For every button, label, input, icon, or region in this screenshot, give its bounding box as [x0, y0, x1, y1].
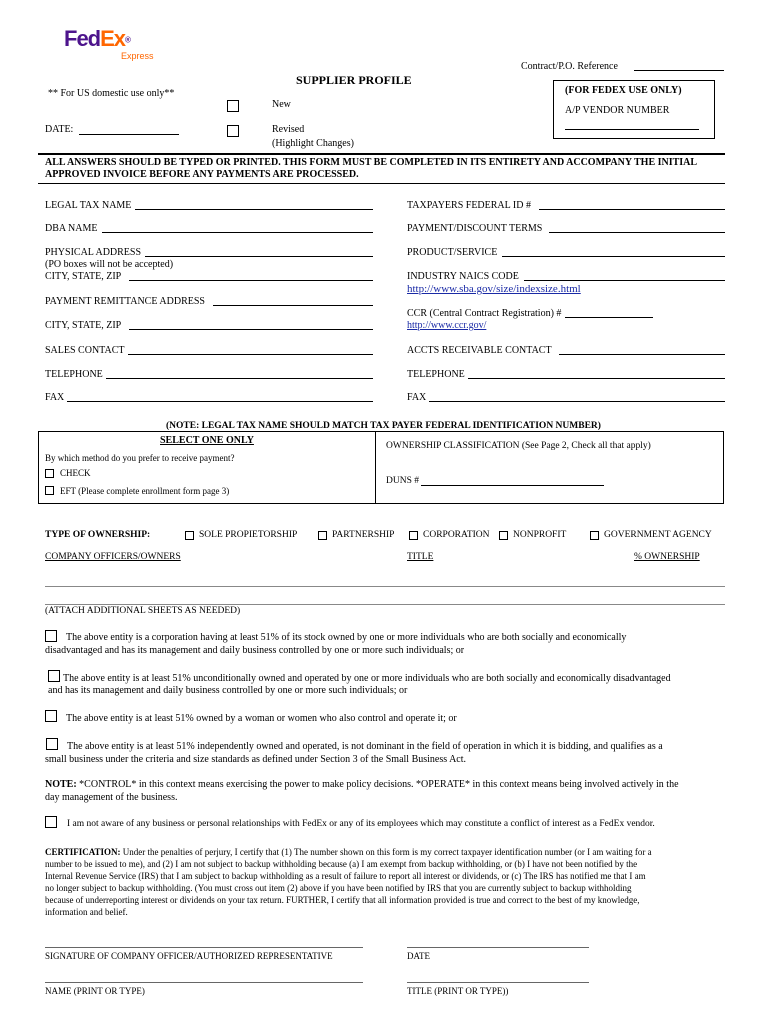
corporation-label: CORPORATION	[423, 530, 490, 540]
accts-receivable-label: ACCTS RECEIVABLE CONTACT	[407, 345, 552, 356]
statement-4-line-1: The above entity is at least 51% independently owned and operated, is not dominant in the field of operation in which it is bidding, and qualifies as a	[67, 741, 663, 752]
fax-label: FAX	[45, 392, 65, 403]
dba-name-label: DBA NAME	[45, 223, 98, 234]
officers-row-1[interactable]	[45, 586, 725, 587]
sole-proprietorship-label: SOLE PROPIETORSHIP	[199, 530, 298, 540]
dba-name-field[interactable]	[102, 232, 373, 233]
instructions-notice: ALL ANSWERS SHOULD BE TYPED OR PRINTED. THIS FORM MUST BE COMPLETED IN ITS ENTIRETY AND ACCOMPANY THE INITIAL APPROVED INVOICE BEFORE ANY PAYMENTS ARE PROCESSED.	[45, 157, 697, 180]
telephone-field[interactable]	[106, 378, 373, 379]
check-label: CHECK	[60, 468, 91, 478]
statement-3-checkbox[interactable]	[45, 710, 57, 722]
certification-label: CERTIFICATION:	[45, 847, 121, 857]
name-field[interactable]	[45, 982, 363, 983]
payment-method-question: By which method do you prefer to receive payment?	[45, 453, 235, 463]
sales-contact-field[interactable]	[128, 354, 373, 355]
partnership-checkbox[interactable]	[318, 531, 327, 540]
notice-divider	[38, 183, 725, 184]
statement-1-line-1: The above entity is a corporation having at least 51% of its stock owned by one or more individuals who are both socially and economically	[66, 632, 627, 643]
ccr-field[interactable]	[565, 317, 653, 318]
control-note-line-1	[45, 779, 679, 790]
fax-field[interactable]	[67, 401, 373, 402]
statement-1-line-2: disadvantaged and has its management and daily business controlled by one or more such individuals; or	[45, 645, 465, 656]
certification-line-3: Internal Revenue Service (IRS) that I am subject to backup withholding as a result of failure to report all interest or dividends, or (c) The IRS has notified me that I am	[45, 871, 646, 881]
statement-4-line-2: small business under the criteria and size standards as defined under Section 3 of the Small Business Act.	[45, 754, 467, 765]
right-fax-field[interactable]	[429, 401, 725, 402]
statement-4-checkbox[interactable]	[46, 738, 58, 750]
naics-link[interactable]: http://www.sba.gov/size/indexsize.html	[407, 283, 581, 295]
new-checkbox[interactable]	[227, 100, 239, 112]
certification-line-6: information and belief.	[45, 907, 128, 917]
company-officers-header: COMPANY OFFICERS/OWNERS	[45, 552, 181, 562]
statement-3-text: The above entity is at least 51% owned by a woman or women who also control and operate it; or	[66, 713, 457, 724]
physical-address-field[interactable]	[145, 256, 373, 257]
ownership-percent-header: % OWNERSHIP	[634, 552, 700, 562]
logo-ex: Ex	[100, 26, 126, 51]
right-telephone-label: TELEPHONE	[407, 369, 465, 380]
partnership-label: PARTNERSHIP	[332, 530, 395, 540]
payment-terms-field[interactable]	[549, 232, 725, 233]
sales-contact-label: SALES CONTACT	[45, 345, 125, 356]
title-label: TITLE (PRINT OR TYPE))	[407, 986, 509, 996]
contract-reference-field[interactable]	[634, 70, 724, 71]
conflict-checkbox[interactable]	[45, 816, 57, 828]
select-one-only: SELECT ONE ONLY	[160, 435, 254, 446]
vendor-number-label: A/P VENDOR NUMBER	[565, 105, 670, 116]
name-label: NAME (PRINT OR TYPE)	[45, 986, 145, 996]
logo-fed: Fed	[64, 26, 101, 51]
contract-reference-label: Contract/P.O. Reference	[521, 61, 618, 72]
right-fax-label: FAX	[407, 392, 427, 403]
nonprofit-checkbox[interactable]	[499, 531, 508, 540]
product-service-label: PRODUCT/SERVICE	[407, 247, 498, 258]
certification-text-1: Under the penalties of perjury, I certify that (1) The number shown on this form is my correct taxpayer identification number (or I am waiting for a	[120, 847, 652, 857]
fedex-use-box	[553, 80, 715, 139]
signature-label: SIGNATURE OF COMPANY OFFICER/AUTHORIZED REPRESENTATIVE	[45, 951, 333, 961]
attach-sheets-note: (ATTACH ADDITIONAL SHEETS AS NEEDED)	[45, 606, 241, 616]
title-field[interactable]	[407, 982, 589, 983]
payment-remittance-label: PAYMENT REMITTANCE ADDRESS	[45, 296, 205, 307]
nonprofit-label: NONPROFIT	[513, 530, 567, 540]
signature-date-label: DATE	[407, 951, 430, 961]
legal-tax-name-note: (NOTE: LEGAL TAX NAME SHOULD MATCH TAX PAYER FEDERAL IDENTIFICATION NUMBER)	[166, 421, 601, 431]
legal-tax-name-label: LEGAL TAX NAME	[45, 200, 132, 211]
form-title: SUPPLIER PROFILE	[296, 73, 412, 87]
physical-address-label: PHYSICAL ADDRESS	[45, 247, 142, 258]
right-telephone-field[interactable]	[468, 378, 725, 379]
ccr-link[interactable]: http://www.ccr.gov/	[407, 320, 487, 331]
statement-2-line-1: The above entity is at least 51% unconditionally owned and operated by one or more individuals who are both socially and economically disadvantaged	[63, 673, 671, 684]
ccr-label: CCR (Central Contract Registration) #	[407, 308, 562, 319]
naics-field[interactable]	[524, 280, 725, 281]
statement-1-checkbox[interactable]	[45, 630, 57, 642]
city-state-zip-label: CITY, STATE, ZIP	[45, 271, 122, 282]
naics-label: INDUSTRY NAICS CODE	[407, 271, 519, 282]
taxpayers-id-field[interactable]	[539, 209, 725, 210]
signature-field[interactable]	[45, 947, 363, 948]
logo-registered: ®	[125, 35, 131, 45]
type-of-ownership-label: TYPE OF OWNERSHIP:	[45, 530, 151, 540]
check-checkbox[interactable]	[45, 469, 54, 478]
certification-line-1	[45, 847, 652, 857]
statement-2-line-2: and has its management and daily business controlled by one or more such individuals; or	[48, 685, 408, 696]
sole-proprietorship-checkbox[interactable]	[185, 531, 194, 540]
date-field[interactable]	[79, 134, 179, 135]
city-state-zip-field[interactable]	[129, 280, 373, 281]
certification-line-5: because of underreporting interest or dividends on your tax return. FURTHER, I certify that all information provided is true and correct to the best of my knowledge,	[45, 895, 640, 905]
telephone-label: TELEPHONE	[45, 369, 103, 380]
remit-city-state-zip-label: CITY, STATE, ZIP	[45, 320, 122, 331]
product-service-field[interactable]	[502, 256, 725, 257]
logo-express: Express	[121, 51, 154, 61]
date-label: DATE:	[45, 124, 74, 135]
note-label: NOTE:	[45, 779, 77, 790]
header-divider	[38, 153, 725, 155]
certification-line-4: no longer subject to backup withholding. (You must cross out item (2) above if you have been notified by IRS that you are currently subject to backup withholding	[45, 883, 632, 893]
new-label: New	[272, 99, 291, 110]
eft-label: EFT (Please complete enrollment form page 3)	[60, 486, 230, 496]
po-boxes-note: (PO boxes will not be accepted)	[45, 259, 174, 270]
eft-checkbox[interactable]	[45, 486, 54, 495]
revised-checkbox[interactable]	[227, 125, 239, 137]
fedex-use-label: (FOR FEDEX USE ONLY)	[565, 85, 682, 96]
payment-terms-label: PAYMENT/DISCOUNT TERMS	[407, 223, 543, 234]
remit-city-state-zip-field[interactable]	[129, 329, 373, 330]
vendor-number-field[interactable]	[565, 129, 699, 130]
ownership-classification-label: OWNERSHIP CLASSIFICATION (See Page 2, Check all that apply)	[386, 441, 651, 451]
certification-line-2: number to be issued to me), and (2) I am not subject to backup withholding because (a) I am exempt from backup withholding, or (b) I have not been notified by the	[45, 859, 638, 869]
legal-tax-name-field[interactable]	[135, 209, 373, 210]
taxpayers-id-label: TAXPAYERS FEDERAL ID #	[407, 200, 531, 211]
government-agency-label: GOVERNMENT AGENCY	[604, 530, 712, 540]
highlight-changes-label: (Highlight Changes)	[272, 138, 354, 149]
revised-label: Revised	[272, 124, 305, 135]
corporation-checkbox[interactable]	[409, 531, 418, 540]
note-text: *CONTROL* in this context means exercising the power to make policy decisions. *OPERATE* in this context means being involved actively in the	[76, 779, 679, 790]
duns-label: DUNS #	[386, 476, 419, 486]
duns-field[interactable]	[421, 485, 604, 486]
signature-date-field[interactable]	[407, 947, 589, 948]
conflict-statement: I am not aware of any business or personal relationships with FedEx or any of its employees which may constitute a conflict of interest as a FedEx vendor.	[67, 819, 655, 829]
domestic-note: ** For US domestic use only**	[48, 88, 175, 99]
accts-receivable-field[interactable]	[559, 354, 725, 355]
statement-2-checkbox[interactable]	[48, 670, 60, 682]
title-header: TITLE	[407, 552, 434, 562]
officers-row-2[interactable]	[45, 604, 725, 605]
payment-remittance-field[interactable]	[213, 305, 373, 306]
government-agency-checkbox[interactable]	[590, 531, 599, 540]
fedex-logo	[64, 26, 131, 52]
control-note-line-2: day management of the business.	[45, 792, 178, 803]
